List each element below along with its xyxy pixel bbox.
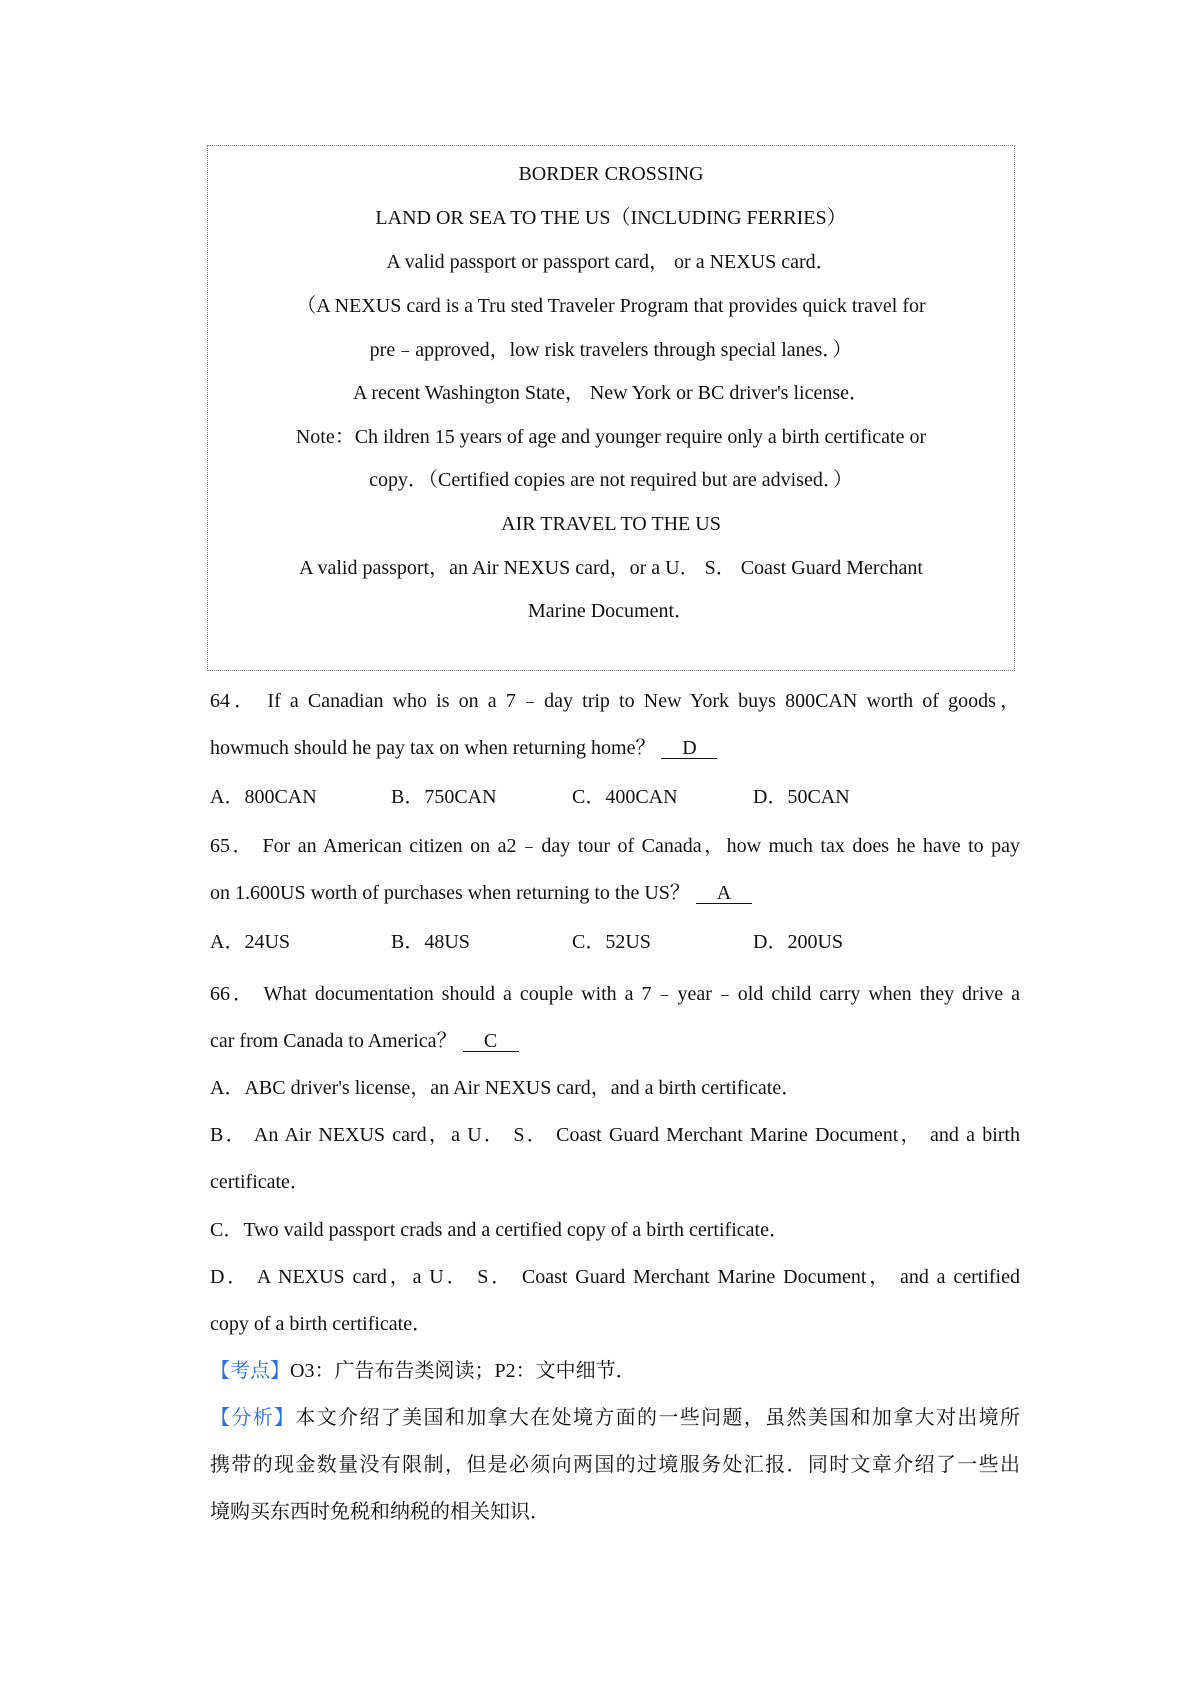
question-64-option-b: B．750CAN [391,786,497,808]
kaodian-line [210,1359,1020,1383]
question-66-option-c: C．Two vaild passport crads and a certified copy of a birth certificate． [210,1219,789,1241]
question-65-answer: A [696,883,752,904]
question-64-option-d: D．50CAN [753,786,850,808]
notice-note: Note：Ch ildren 15 years of age and younger require only a birth certificate or [295,426,927,448]
question-66-option-b-cont: certificate． [210,1171,310,1193]
question-66-text-cont: car from Canada to America？ [210,1030,457,1052]
notice-box [207,145,1015,671]
question-65-option-d: D．200US [753,931,844,953]
fenxi-text-cont: 携带的现金数量没有限制，但是必须向两国的过境服务处汇报．同时文章介绍了一些出 [210,1454,1020,1476]
notice-heading-border-crossing: BORDER CROSSING [518,163,704,185]
question-66-option-d: D． A NEXUS card，a U． S． Coast Guard Merchant Marine Document， and a certified [210,1266,1020,1288]
fenxi-text-cont: 境购买东西时免税和纳税的相关知识． [210,1501,550,1523]
fenxi-line [210,1406,1020,1430]
question-66-text [210,1029,1020,1053]
notice-text: pre﹣approved，low risk travelers through special lanes．） [369,339,853,361]
question-64-option-c: C．400CAN [572,786,678,808]
notice-text: A recent Washington State， New York or BC driver's license． [353,382,869,404]
question-66-option-d-cont: copy of a birth certificate． [210,1313,433,1335]
question-65-option-a: A．24US [210,931,291,953]
fenxi-text: 本文介绍了美国和加拿大在处境方面的一些问题，虽然美国和加拿大对出境所 [295,1407,1021,1429]
question-64-answer: D [661,738,717,759]
notice-text: A valid passport，an Air NEXUS card，or a U． S． Coast Guard Merchant [299,557,923,579]
kaodian-text: O3：广告布告类阅读；P2：文中细节． [290,1360,636,1382]
notice-text: Marine Document． [527,600,695,622]
question-65-option-c: C．52US [572,931,651,953]
question-66-text: 66． What documentation should a couple with a 7﹣year﹣old child carry when they drive a [210,983,1020,1005]
fenxi-tag: 【分析】 [210,1407,296,1429]
notice-text: （A NEXUS card is a Tru sted Traveler Program that provides quick travel for [296,295,926,317]
question-66-answer: C [463,1031,519,1052]
question-65-option-b: B．48US [391,931,470,953]
kaodian-tag: 【考点】 [210,1360,290,1382]
question-65-text: 65． For an American citizen on a2﹣day tour of Canada，how much tax does he have to pay [210,835,1020,857]
question-64-text: 64． If a Canadian who is on a 7﹣day trip to New York buys 800CAN worth of goods， [210,690,1020,712]
notice-heading-air-travel: AIR TRAVEL TO THE US [501,513,721,535]
notice-text: A valid passport or passport card， or a NEXUS card． [386,251,836,273]
question-65-text [210,881,1020,905]
question-64-option-a: A．800CAN [210,786,317,808]
notice-heading-land-sea: LAND OR SEA TO THE US（INCLUDING FERRIES） [375,207,847,229]
notice-note: copy．（Certified copies are not required but are advised．） [369,469,853,491]
question-64-text [210,736,1020,760]
question-65-text-cont: on 1.600US worth of purchases when returning to the US？ [210,882,690,904]
question-66-option-a: A．ABC driver's license，an Air NEXUS card，and a birth certificate． [210,1077,802,1099]
question-66-option-b: B． An Air NEXUS card，a U． S． Coast Guard Merchant Marine Document， and a birth [210,1124,1020,1146]
question-64-text-cont: howmuch should he pay tax on when returning home？ [210,737,656,759]
